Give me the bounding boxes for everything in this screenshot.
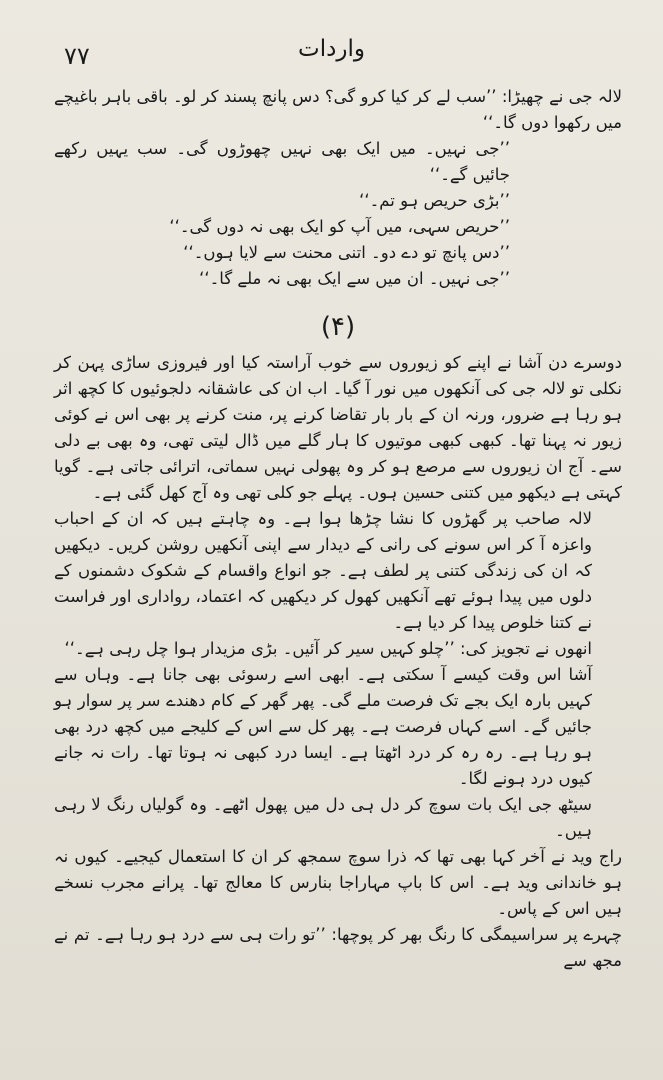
section-number: (۴) xyxy=(320,312,356,342)
paragraph-3: لالہ صاحب پر گھڑوں کا نشا چڑھا ہوا ہے۔ وہ چاہتے ہیں کہ ان کے احباب واعزہ آ کر اس سونے کی رانی کے دیدار سے اپنی آنکھیں روشن کریں۔ دیکھیں کہ ان کی زندگی کتنی پر لطف ہے۔ جو انواع واقسام کے شکوک دشمنوں کے دلوں میں پیدا ہوئے تھے آنکھیں کھول کر دیکھیں کہ اعتماد، رواداری اور فراست نے کتنا خلوص پیدا کر دیا ہے۔ xyxy=(54,509,592,632)
dialogue-line-4: ’’دس پانچ تو دے دو۔ اتنی محنت سے لایا ہوں۔‘‘ xyxy=(183,243,510,262)
dialogue-line-3: ’’حریص سہی، میں آپ کو ایک بھی نہ دوں گی۔‘‘ xyxy=(169,217,510,236)
running-head: واردات xyxy=(298,36,365,62)
dialogue-line-1: ’’جی نہیں۔ میں ایک بھی نہیں چھوڑوں گی۔ سب یہیں رکھے جائیں گے۔‘‘ xyxy=(54,139,510,184)
paragraph-4: انھوں نے تجویز کی: ’’چلو کہیں سیر کر آئیں۔ بڑی مزیدار ہوا چل رہی ہے۔‘‘ xyxy=(64,639,592,658)
dialogue-line-5: ’’جی نہیں۔ ان میں سے ایک بھی نہ ملے گا۔‘‘ xyxy=(199,269,510,288)
page-body xyxy=(54,84,622,974)
paragraph-1: لالہ جی نے چھیڑا: ’’سب لے کر کیا کرو گی؟ دس پانچ پسند کر لو۔ باقی باہر باغیچے میں رکھوا دوں گا۔‘‘ xyxy=(54,87,622,132)
paragraph-6: سیٹھ جی ایک بات سوچ کر دل ہی دل میں پھول اٹھے۔ وہ گولیاں رنگ لا رہی ہیں۔ xyxy=(54,795,592,840)
dialogue-line-2: ’’بڑی حریص ہو تم۔‘‘ xyxy=(359,191,510,210)
paragraph-7: راج وید نے آخر کہا بھی تھا کہ ذرا سوچ سمجھ کر ان کا استعمال کیجیے۔ کیوں نہ ہو خاندانی وید ہے۔ اس کا باپ مہاراجا بنارس کا معالج تھا۔ پرانے مجرب نسخے ہیں اس کے پاس۔ xyxy=(54,847,622,918)
page-number: ۷۷ xyxy=(64,42,90,70)
paragraph-2: دوسرے دن آشا نے اپنے کو زیوروں سے خوب آراستہ کیا اور فیروزی ساڑی پہن کر نکلی تو لالہ جی کی آنکھوں میں نور آ گیا۔ اب ان کی عاشقانہ دلجوئیوں کا کچھ اثر ہو رہا ہے ضرور، ورنہ ان کے بار بار تقاضا کرنے پر، منت کرنے پر بھی اس نے کوئی زیور نہ پہنا تھا۔ کبھی کبھی موتیوں کا ہار گلے میں ڈال لیتی تھی، وہ بھی بے دلی سے۔ آج ان زیوروں سے مرصع ہو کر وہ پھولی نہیں سماتی، اترائی جاتی ہے۔ گویا کہتی ہے دیکھو میں کتنی حسین ہوں۔ پہلے جو کلی تھی وہ آج کھل گئی ہے۔ xyxy=(54,353,622,502)
paragraph-8: چہرے پر سراسیمگی کا رنگ بھر کر پوچھا: ’’تو رات ہی سے درد ہو رہا ہے۔ تم نے مجھ سے xyxy=(54,925,622,970)
paragraph-5: آشا اس وقت کیسے آ سکتی ہے۔ ابھی اسے رسوئی بھی جانا ہے۔ وہاں سے کہیں بارہ ایک بجے تک فرصت ملے گی۔ پھر گھر کے کام دھندے سر پر سوار ہو جائیں گے۔ اسے کہاں فرصت ہے۔ پھر کل سے اس کے کلیجے میں کچھ درد بھی ہو رہا ہے۔ رہ رہ کر درد اٹھتا ہے۔ ایسا درد کبھی نہ ہوتا تھا۔ رات نہ جانے کیوں درد ہونے لگا۔ xyxy=(54,665,592,788)
